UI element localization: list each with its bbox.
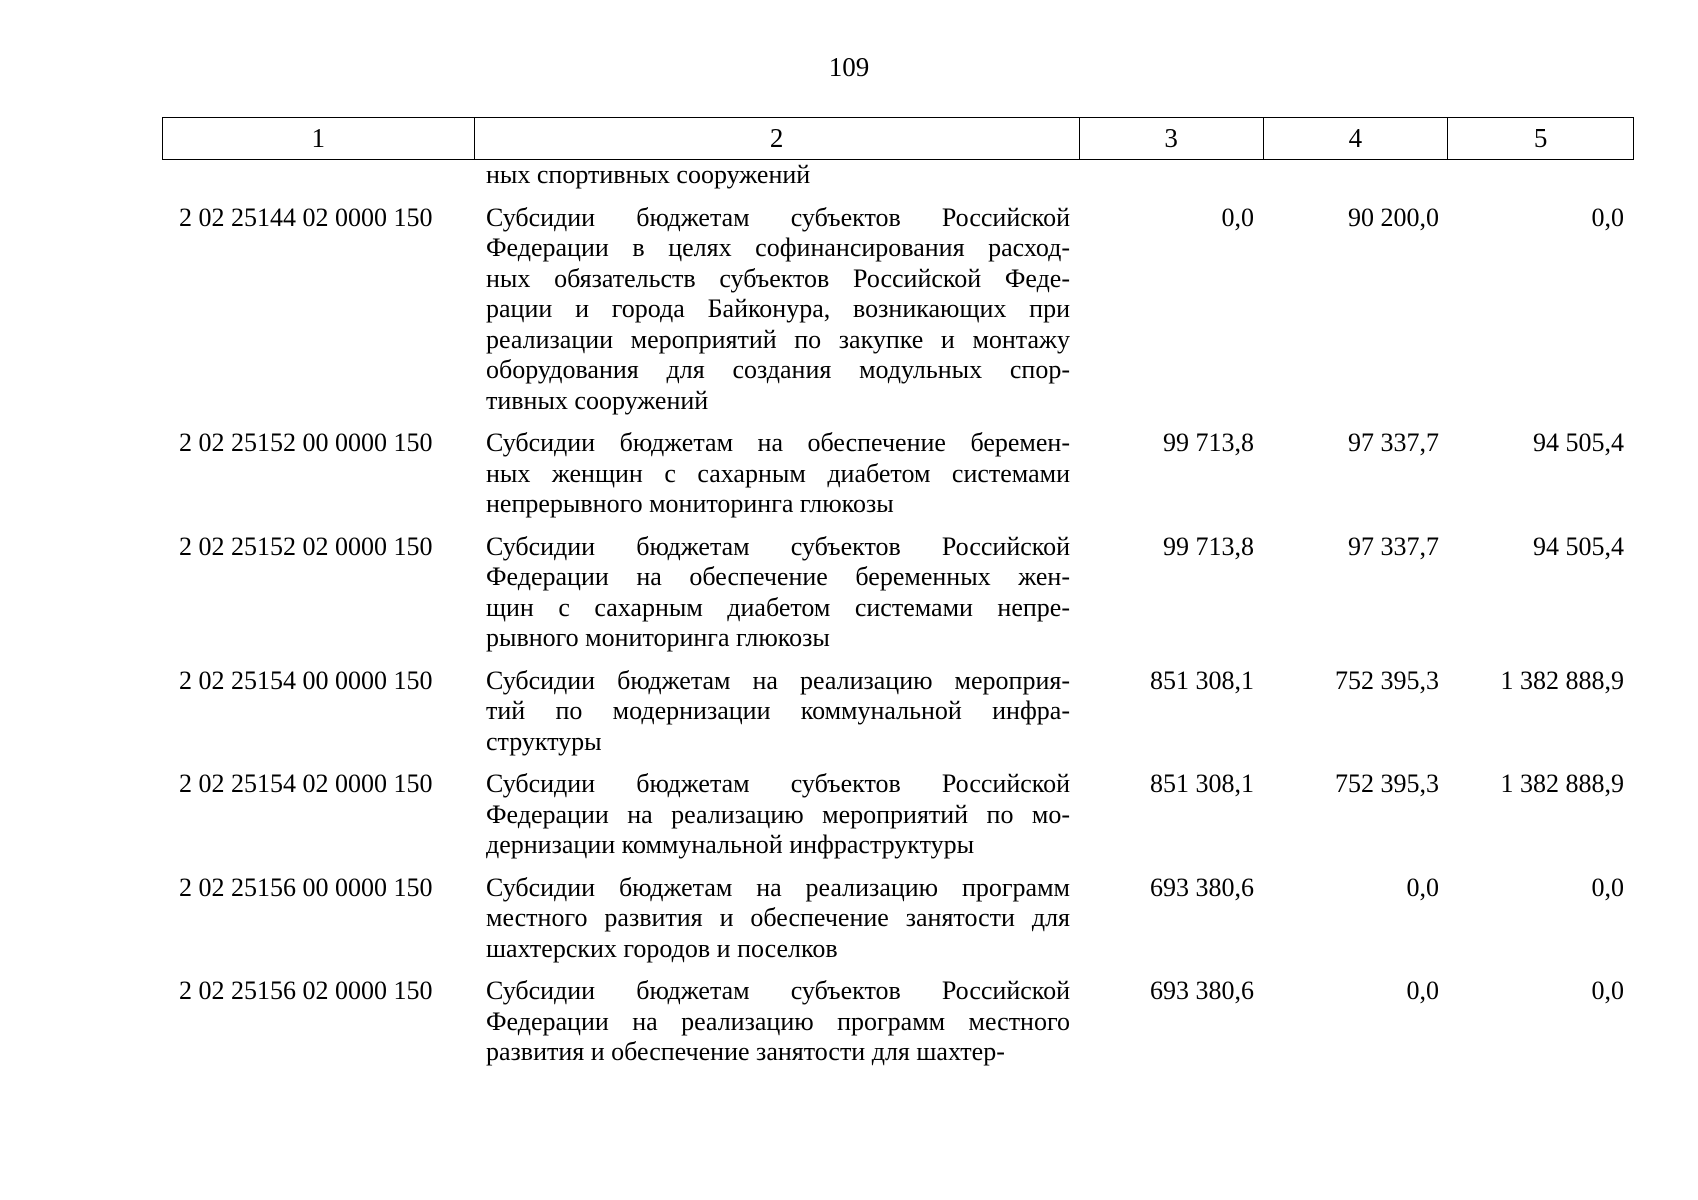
description-line: тий по модернизации коммунальной инфра- bbox=[486, 696, 1070, 725]
amount-col4: 97 337,7 bbox=[1348, 531, 1439, 561]
amount-col5: 1 382 888,9 bbox=[1500, 665, 1624, 695]
description-line: Федерации на реализацию мероприятий по мо- bbox=[486, 799, 1070, 829]
table-row bbox=[162, 769, 1634, 861]
table-row bbox=[162, 976, 1634, 1068]
description-line: Субсидии бюджетам на реализацию мероприя- bbox=[486, 665, 1070, 695]
row-description bbox=[474, 873, 1080, 965]
description-line: рывного мониторинга глюкозы bbox=[486, 623, 830, 652]
description-line: Субсидии бюджетам субъектов Российской bbox=[486, 769, 1070, 798]
table-row bbox=[162, 532, 1634, 654]
description-line: Субсидии бюджетам на реализацию программ bbox=[486, 872, 1070, 902]
row-description bbox=[474, 428, 1080, 520]
amount-col3: 693 380,6 bbox=[1150, 872, 1254, 902]
budget-code: 2 02 25144 02 0000 150 bbox=[179, 202, 433, 232]
amount-col5: 94 505,4 bbox=[1533, 531, 1624, 561]
table-header-row bbox=[162, 117, 1634, 160]
description-line: Федерации в целях софинансирования расход- bbox=[486, 233, 1070, 262]
description-line: тивных сооружений bbox=[486, 385, 709, 415]
amount-col4: 0,0 bbox=[1406, 872, 1439, 902]
budget-code: 2 02 25152 02 0000 150 bbox=[179, 531, 433, 561]
carry-over-text: ных спортивных сооружений bbox=[486, 160, 811, 189]
description-line: Федерации на обеспечение беременных жен- bbox=[486, 562, 1070, 591]
description-line: оборудования для создания модульных спор- bbox=[486, 355, 1070, 384]
description-line: дернизации коммунальной инфраструктуры bbox=[486, 830, 975, 859]
budget-code: 2 02 25156 00 0000 150 bbox=[179, 872, 433, 902]
carry-over-row bbox=[162, 160, 1634, 191]
table-row bbox=[162, 428, 1634, 520]
amount-col3: 99 713,8 bbox=[1163, 428, 1254, 457]
description-line: Субсидии бюджетам субъектов Российской bbox=[486, 976, 1070, 1005]
amount-col4: 0,0 bbox=[1406, 976, 1439, 1005]
amount-col5: 0,0 bbox=[1591, 202, 1624, 232]
description-line: непрерывного мониторинга глюкозы bbox=[486, 489, 894, 518]
description-line: рации и города Байконура, возникающих при bbox=[486, 294, 1070, 323]
description-line: местного развития и обеспечение занятости для bbox=[486, 903, 1070, 932]
amount-col4: 752 395,3 bbox=[1335, 769, 1439, 798]
budget-code: 2 02 25152 00 0000 150 bbox=[179, 428, 433, 457]
table-row bbox=[162, 666, 1634, 758]
description-line: Федерации на реализацию программ местного bbox=[486, 1006, 1070, 1036]
budget-code: 2 02 25154 02 0000 150 bbox=[179, 769, 433, 798]
amount-col5: 0,0 bbox=[1591, 872, 1624, 902]
description-line: структуры bbox=[486, 726, 602, 756]
budget-table bbox=[162, 117, 1634, 1068]
description-line: щин с сахарным диабетом системами непре- bbox=[486, 592, 1070, 622]
description-line: ных женщин с сахарным диабетом системами bbox=[486, 458, 1070, 488]
description-line: развития и обеспечение занятости для шахтер- bbox=[486, 1037, 1005, 1066]
header-col-3: 3 bbox=[1080, 118, 1264, 159]
amount-col3: 99 713,8 bbox=[1163, 531, 1254, 561]
description-line: шахтерских городов и поселков bbox=[486, 933, 838, 963]
row-description bbox=[474, 769, 1080, 861]
amount-col5: 0,0 bbox=[1591, 976, 1624, 1005]
table-row bbox=[162, 873, 1634, 965]
budget-code: 2 02 25156 02 0000 150 bbox=[179, 976, 433, 1005]
amount-col4: 90 200,0 bbox=[1348, 202, 1439, 232]
header-col-5: 5 bbox=[1533, 123, 1548, 153]
description-line: реализации мероприятий по закупке и монтажу bbox=[486, 324, 1070, 354]
row-description bbox=[474, 203, 1080, 417]
budget-code: 2 02 25154 00 0000 150 bbox=[179, 665, 433, 695]
amount-col3: 0,0 bbox=[1221, 202, 1254, 232]
amount-col4: 752 395,3 bbox=[1335, 665, 1439, 695]
amount-col3: 693 380,6 bbox=[1150, 976, 1254, 1005]
row-description bbox=[474, 976, 1080, 1068]
amount-col3: 851 308,1 bbox=[1150, 665, 1254, 695]
description-line: Субсидии бюджетам субъектов Российской bbox=[486, 202, 1070, 232]
amount-col5: 1 382 888,9 bbox=[1500, 769, 1624, 798]
header-col-1: 1 bbox=[163, 118, 475, 159]
header-col-4: 4 bbox=[1264, 118, 1449, 159]
row-description bbox=[474, 666, 1080, 758]
amount-col4: 97 337,7 bbox=[1348, 428, 1439, 457]
page-number: 109 bbox=[828, 52, 870, 82]
amount-col3: 851 308,1 bbox=[1150, 769, 1254, 798]
description-line: Субсидии бюджетам субъектов Российской bbox=[486, 531, 1070, 561]
amount-col5: 94 505,4 bbox=[1533, 428, 1624, 457]
header-col-2: 2 bbox=[475, 118, 1080, 159]
row-description bbox=[474, 532, 1080, 654]
table-row bbox=[162, 203, 1634, 417]
table-body bbox=[162, 203, 1634, 1068]
description-line: Субсидии бюджетам на обеспечение беремен- bbox=[486, 428, 1070, 457]
description-line: ных обязательств субъектов Российской Феде- bbox=[486, 263, 1070, 293]
